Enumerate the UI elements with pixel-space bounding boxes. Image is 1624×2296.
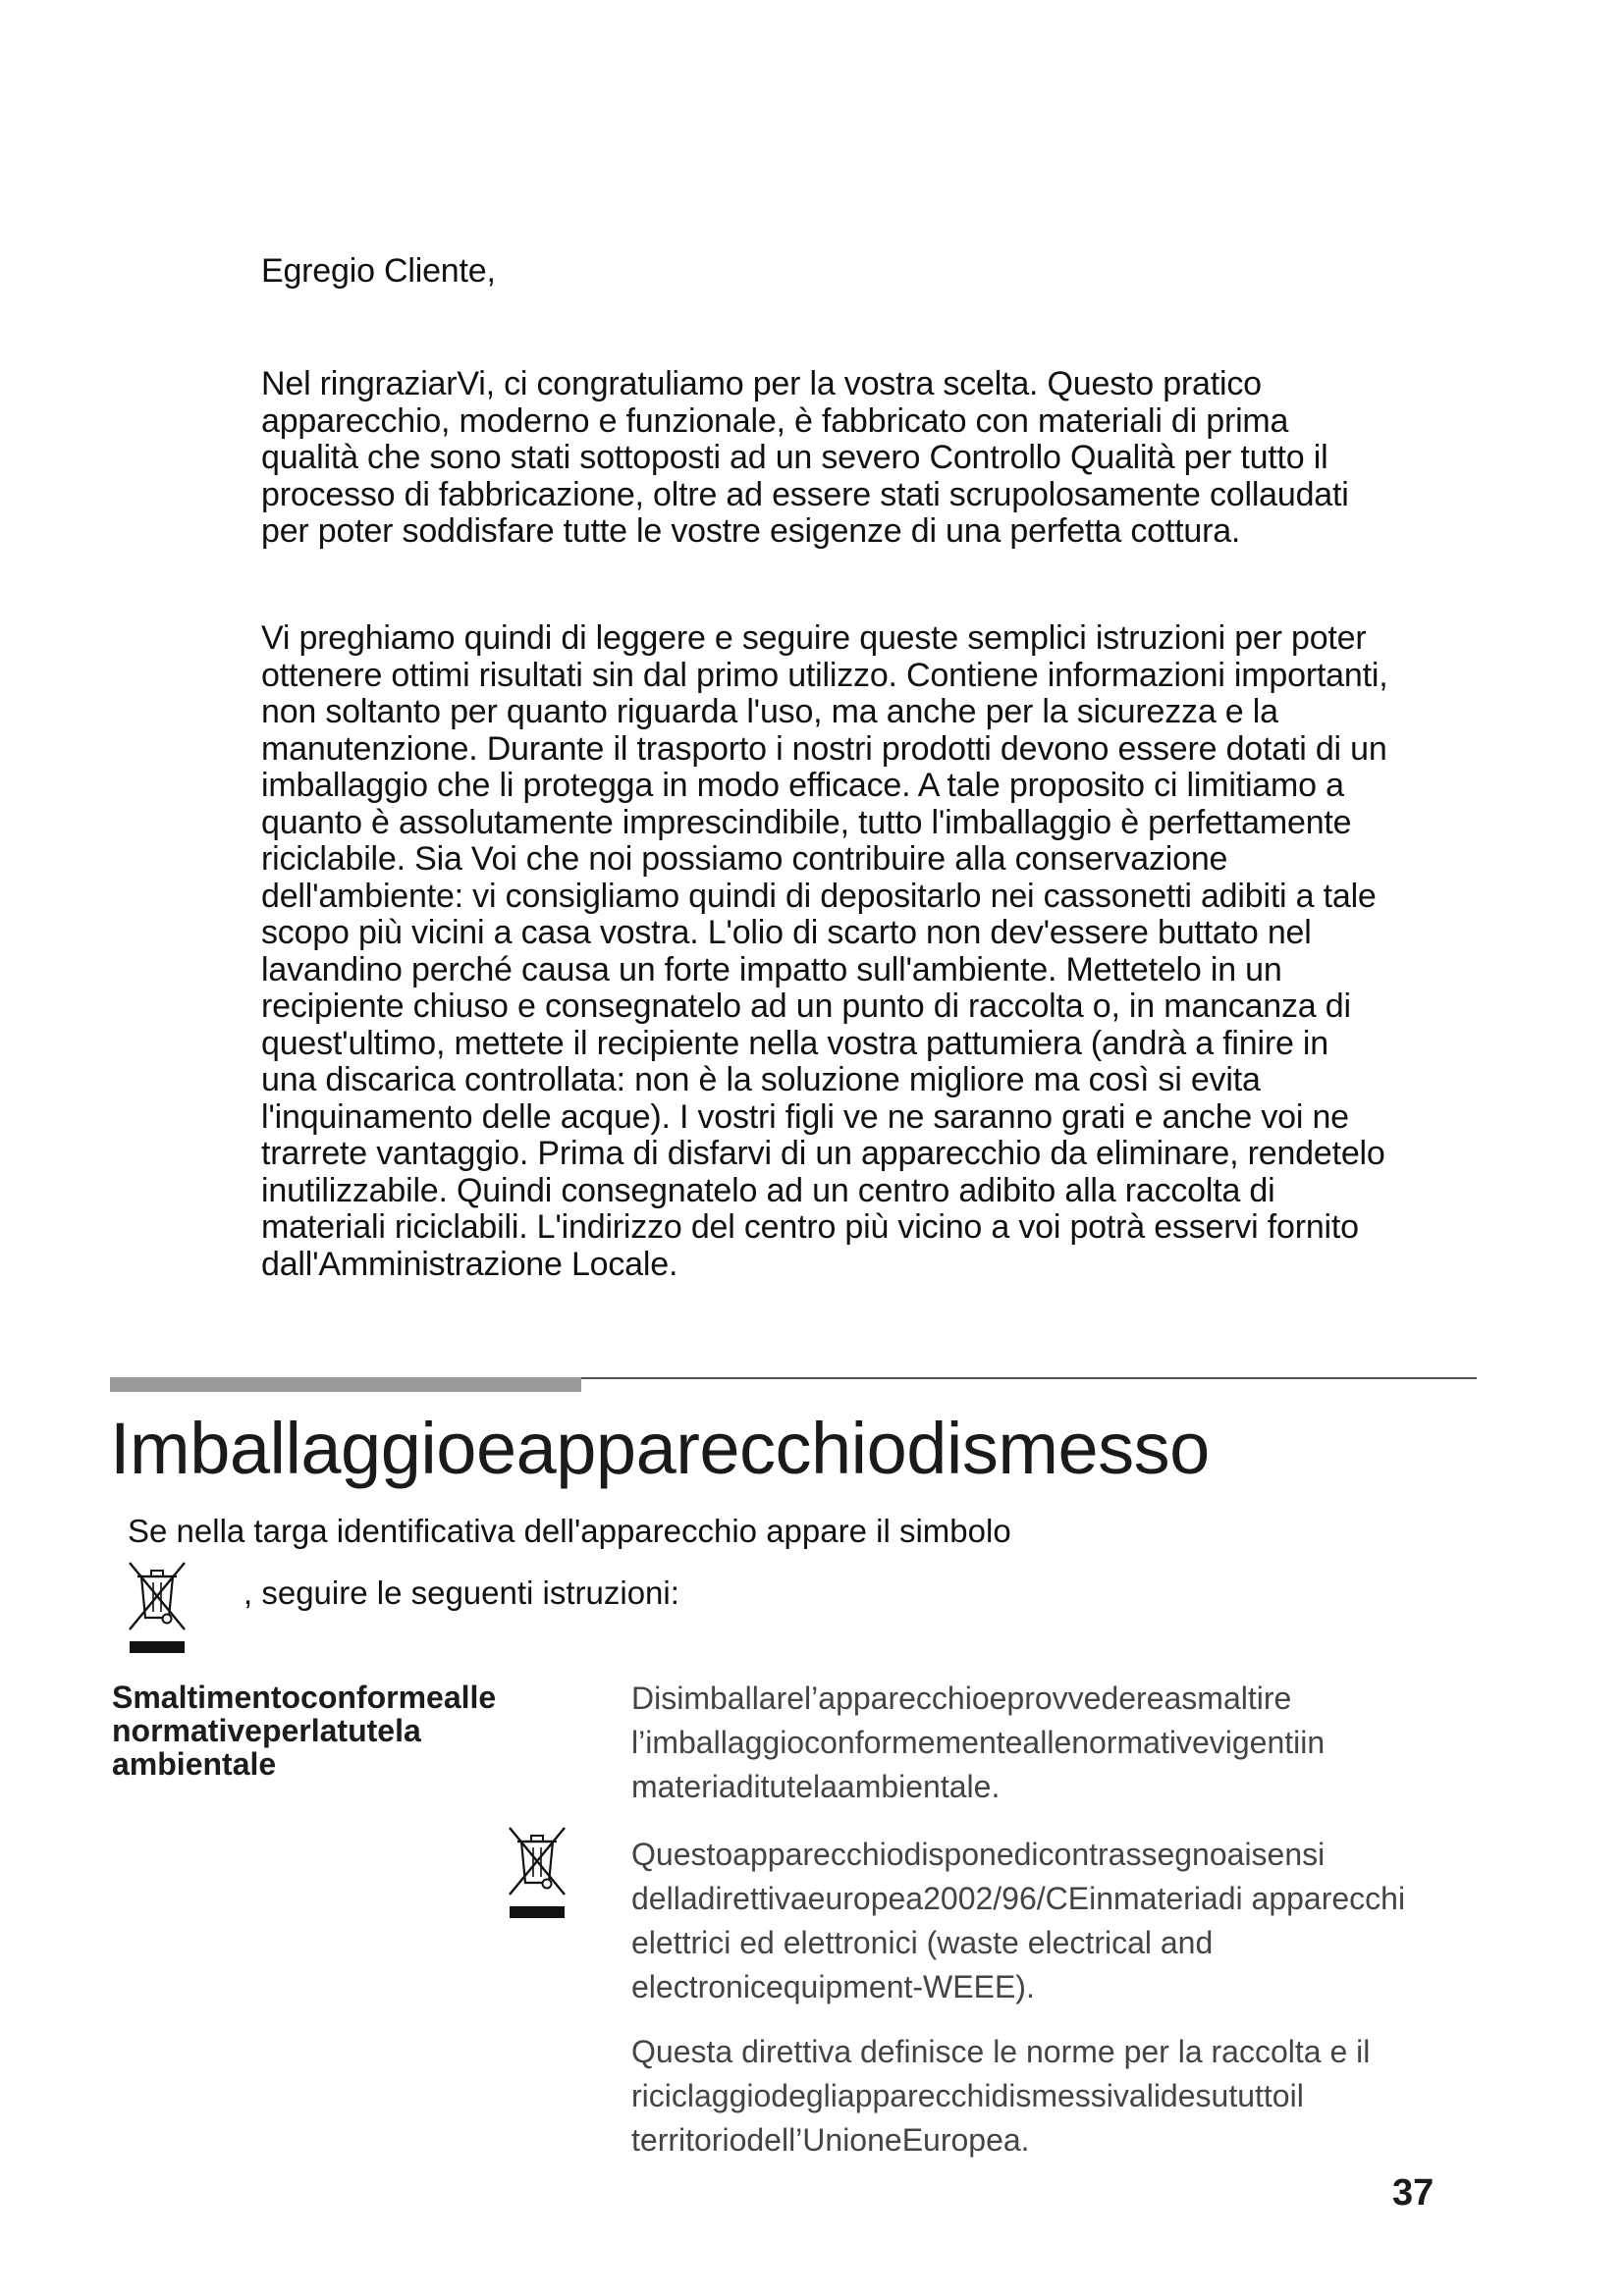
- letter-paragraph-2: Vi preghiamo quindi di leggere e seguire queste semplici istruzioni per poter ottenere ottimi risultati sin dal primo utilizzo. Contiene informazioni importanti, non soltanto per quanto riguarda l'uso, ma anche per la sicurezza e la manutenzione. Durante il trasporto i nostri prodotti devono essere dotati di un imballaggio che li protegga in modo efficace. A tale proposito ci limitiamo a quanto è assolutamente imprescindibile, tutto l'imballaggio è perfettamente riciclabile. Sia Voi che noi possiamo contribuire alla conservazione dell'ambiente: vi consigliamo quindi di depositarlo nei cassonetti adibiti a tale scopo più vicini a casa vostra. L'olio di scarto non dev'essere buttato nel lavandino perché causa un forte impatto sull'ambiente. Mettetelo in un recipiente chiuso e consegnatelo ad un punto di raccolta o, in mancanza di quest'ultimo, mettete il recipiente nella vostra pattumiera (andrà a finire in una discarica controllata: non è la soluzione migliore ma così si evita l'inquinamento delle acque). I vostri figli ve ne saranno grati e anche voi ne trarrete vantaggio. Prima di disfarvi di un apparecchio da eliminare, rendetelo inutilizzabile. Quindi consegnatelo ad un centro adibito alla raccolta di materiali riciclabili. L'indirizzo del centro più vicino a voi potrà esservi fornito dall'Amministrazione Locale.: [261, 619, 1388, 1283]
- letter-greeting: Egregio Cliente,: [261, 252, 496, 290]
- body-paragraph-2: Questoapparecchiodisponedicontrassegnoaisensi delladirettivaeuropea2002/96/CEinmateriadi apparecchi elettrici ed elettronici (waste electrical and electronicequipment-WEEE).: [631, 1837, 1406, 2004]
- body-paragraph-3: Questa direttiva definisce le norme per la raccolta e il riciclaggiodegliapparecchidismessivalidesututtoil territoriodell’UnioneEuropea.: [631, 2034, 1371, 2158]
- letter-paragraph-1: Nel ringraziarVi, ci congratuliamo per la vostra scelta. Questo pratico apparecchio, moderno e funzionale, è fabbricato con materiali di prima qualità che sono stati sottoposti ad un severo Controllo Qualità per tutto il processo di fabbricazione, oltre ad essere stati scrupolosamente collaudati per poter soddisfare tutte le vostre esigenze di una perfetta cottura.: [261, 365, 1349, 550]
- intro-line-2: , seguire le seguenti istruzioni:: [244, 1575, 679, 1611]
- section-divider-bar: [110, 1377, 581, 1392]
- weee-crossed-bin-icon: [508, 1824, 567, 1932]
- side-heading: Smaltimentoconformealle normativeperlatutela ambientale: [112, 1680, 497, 1782]
- page-number: 37: [1392, 2172, 1435, 2214]
- section-title: Imballaggioeapparecchiodismesso: [110, 1408, 1210, 1489]
- body-paragraph-1: Disimballarel’apparecchioeprovvedereasmaltire l’imballaggioconformementeallenormativevigentiin materiaditutelaambientale.: [631, 1681, 1326, 1804]
- intro-line-1: Se nella targa identificativa dell'apparecchio appare il simbolo: [128, 1513, 1011, 1549]
- weee-crossed-bin-icon: [128, 1559, 187, 1667]
